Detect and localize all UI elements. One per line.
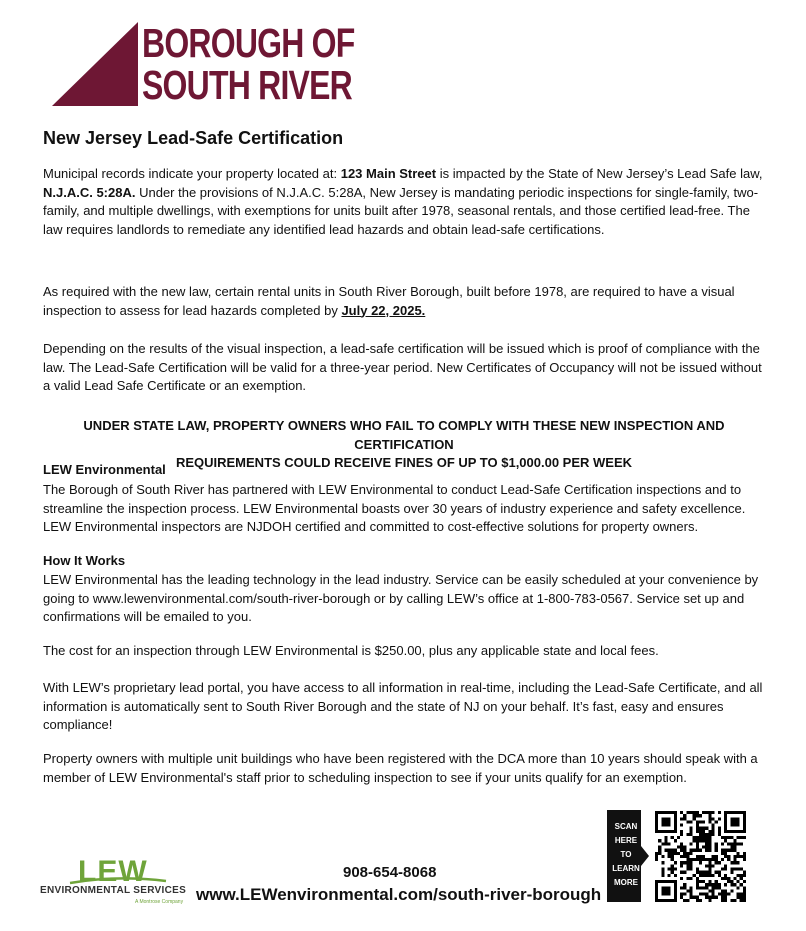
warning-line-2: REQUIREMENTS COULD RECEIVE FINES OF UP TO $1,000.00 PER WEEK [175,455,633,470]
phone-number: 908-654-8068 [343,864,437,881]
lew-paragraph: The Borough of South River has partnered with LEW Environmental to conduct Lead-Safe Certification inspections and to streamline the inspection process. LEW Environmental boasts over 30 years of industry experience and safety excellence. LEW Environmental inspectors are NJDOH certified and committed to cost-effective solutions for property owners. [43,482,746,534]
certification-paragraph: Depending on the results of the visual inspection, a lead-safe certification will be issued which is proof of compliance with the law. The Lead-Safe Certification will be valid for a three-year period. New Certificates of Occupancy will not be issued without a valid Lead Safe Certificate or an exemption. [43,341,762,393]
property-address: 123 Main Street [340,166,437,181]
website-link[interactable]: www.LEWenvironmental.com/south-river-borough [196,885,602,904]
scan-line: HERE [614,836,638,845]
deadline-text: As required with the new law, certain rental units in South River Borough, built before 1978, are required to have a visual inspection to assess for lead hazards completed by [43,284,735,318]
scan-arrow-badge [607,810,649,902]
deadline-date: July 22, 2025. [341,302,426,318]
exemption-paragraph: Property owners with multiple unit buildings who have been registered with the DCA more than 10 years should speak with a member of LEW Environmental's staff prior to scheduling inspection to see if your units qualify for an exemption. [43,751,758,785]
intro-paragraph [43,165,765,239]
intro-text-a: Municipal records indicate your property located at: [43,166,341,181]
deadline-paragraph [43,283,765,320]
scan-line: MORE [614,878,638,887]
scan-line: LEARN [612,864,640,873]
scan-line: SCAN [614,822,638,831]
swoosh-icon [68,875,168,885]
qr-code-icon[interactable] [655,811,746,902]
warning-line-1: UNDER STATE LAW, PROPERTY OWNERS WHO FAIL TO COMPLY WITH THESE NEW INSPECTION AND CERTIFICATION [83,418,725,452]
section-heading-lew: LEW Environmental [43,462,166,477]
scan-line: TO [620,850,632,859]
lew-logo-tagline: A Montrose Company [135,899,184,905]
triangle-logo-mark [50,20,150,108]
intro-text-b: is impacted by the State of New Jersey’s Lead Safe law, [436,166,763,181]
cost-paragraph: The cost for an inspection through LEW Environmental is $250.00, plus any applicable state and local fees. [43,643,659,658]
lew-logo [40,855,190,907]
portal-paragraph: With LEW’s proprietary lead portal, you have access to all information in real-time, including the Lead-Safe Certificate, and all information is automatically sent to South River Borough and the state of NJ on your behalf. It’s fast, easy and ensures compliance! [43,680,763,732]
logo-line-2: SOUTH RIVER [142,62,352,108]
section-heading-how: How It Works [43,553,126,568]
lew-logo-mark: LEW [78,855,148,888]
page-title: New Jersey Lead-Safe Certification [43,128,344,148]
scan-text [607,820,645,890]
lew-logo-subtitle: ENVIRONMENTAL SERVICES [40,885,187,896]
law-citation: N.J.A.C. 5:28A. [43,184,136,200]
logo-line-1: BOROUGH OF [142,20,355,66]
how-paragraph: LEW Environmental has the leading technology in the lead industry. Service can be easily scheduled at your convenience by going to www.lewenvironmental.com/south-river-borough or by calling LEW’s office at 1-800-783-0567. Service set up and confirmations will be emailed to you. [43,572,759,624]
borough-logo [50,20,355,108]
intro-text-c: Under the provisions of N.J.A.C. 5:28A, New Jersey is mandating periodic inspections for single-family, two-family, and multiple dwellings, with exemptions for units built after 1978, seasonal rentals, and those certified lead-free. The law requires landlords to remediate any identified lead hazards and obtain lead-safe certifications. [43,184,759,237]
